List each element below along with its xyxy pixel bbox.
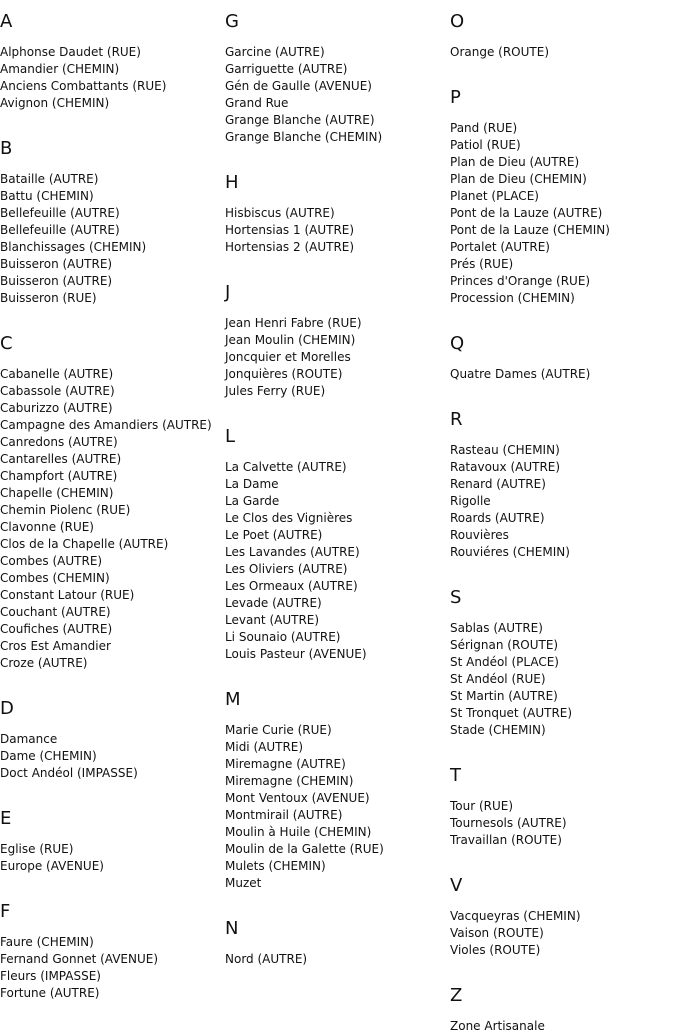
section-letter-heading: N	[225, 918, 239, 939]
letter-section	[450, 332, 675, 383]
street-name: Fortune (AUTRE)	[0, 986, 100, 1000]
street-name: Buisseron (RUE)	[0, 291, 97, 305]
street-name: Buisseron (AUTRE)	[0, 257, 113, 271]
street-list	[225, 44, 450, 146]
street-name: Doct Andéol (IMPASSE)	[0, 766, 138, 780]
street-name: Combes (CHEMIN)	[0, 571, 110, 585]
street-name: Fleurs (IMPASSE)	[0, 969, 101, 983]
letter-section	[0, 900, 225, 1002]
street-name: Les Ormeaux (AUTRE)	[225, 579, 358, 593]
street-list	[225, 315, 450, 400]
street-name: Champfort (AUTRE)	[0, 469, 118, 483]
letter-section	[225, 917, 450, 968]
street-list	[0, 731, 225, 782]
street-name: Vacqueyras (CHEMIN)	[450, 909, 581, 923]
letter-section	[450, 874, 675, 959]
street-list	[450, 1018, 675, 1035]
street-name: Damance	[0, 732, 58, 746]
street-name: St Tronquet (AUTRE)	[450, 706, 573, 720]
street-list	[225, 205, 450, 256]
street-name: Midi (AUTRE)	[225, 740, 304, 754]
street-list	[0, 841, 225, 875]
street-name: Grange Blanche (CHEMIN)	[225, 130, 383, 144]
street-name: Nord (AUTRE)	[225, 952, 308, 966]
street-name: Roards (AUTRE)	[450, 511, 545, 525]
street-name: Dame (CHEMIN)	[0, 749, 97, 763]
street-name: Garriguette (AUTRE)	[225, 62, 348, 76]
street-list	[450, 798, 675, 849]
letter-section	[0, 697, 225, 782]
street-list	[0, 366, 225, 672]
street-name: Stade (CHEMIN)	[450, 723, 546, 737]
letter-section	[0, 332, 225, 672]
street-name: Cabassole (AUTRE)	[0, 384, 115, 398]
street-name: Quatre Dames (AUTRE)	[450, 367, 591, 381]
street-name: Eglise (RUE)	[0, 842, 74, 856]
letter-section	[450, 86, 675, 307]
section-letter-heading: Q	[450, 333, 465, 354]
letter-section	[225, 10, 450, 146]
street-name: Miremagne (CHEMIN)	[225, 774, 354, 788]
section-letter-heading: D	[0, 698, 14, 719]
street-name: Bellefeuille (AUTRE)	[0, 206, 120, 220]
street-name: Bellefeuille (AUTRE)	[0, 223, 120, 237]
street-name: Pont de la Lauze (CHEMIN)	[450, 223, 610, 237]
letter-section	[450, 586, 675, 739]
street-name: La Calvette (AUTRE)	[225, 460, 347, 474]
street-list	[450, 366, 675, 383]
letter-section	[0, 10, 225, 112]
section-letter-heading: T	[450, 765, 461, 786]
section-letter-heading: V	[450, 875, 463, 896]
street-name: Louis Pasteur (AVENUE)	[225, 647, 367, 661]
street-name: Patiol (RUE)	[450, 138, 521, 152]
street-name: Clos de la Chapelle (AUTRE)	[0, 537, 169, 551]
street-name: Montmirail (AUTRE)	[225, 808, 343, 822]
street-name: Rouviéres (CHEMIN)	[450, 545, 570, 559]
street-name: Les Lavandes (AUTRE)	[225, 545, 360, 559]
street-name: Combes (AUTRE)	[0, 554, 103, 568]
street-name: Alphonse Daudet (RUE)	[0, 45, 141, 59]
section-letter-heading: P	[450, 87, 461, 108]
street-name: Avignon (CHEMIN)	[0, 96, 110, 110]
street-name: Sablas (AUTRE)	[450, 621, 543, 635]
section-letter-heading: E	[0, 808, 12, 829]
section-letter-heading: L	[225, 426, 236, 447]
street-name: Travaillan (ROUTE)	[450, 833, 562, 847]
street-list	[225, 722, 450, 892]
street-list	[450, 44, 675, 61]
street-name: St Andéol (PLACE)	[450, 655, 559, 669]
street-name: Mont Ventoux (AVENUE)	[225, 791, 370, 805]
street-name: Mulets (CHEMIN)	[225, 859, 326, 873]
street-name: Tournesols (AUTRE)	[450, 816, 567, 830]
street-name: Chemin Piolenc (RUE)	[0, 503, 131, 517]
street-name: Caburizzo (AUTRE)	[0, 401, 113, 415]
street-name: Gén de Gaulle (AVENUE)	[225, 79, 372, 93]
section-letter-heading: G	[225, 11, 239, 32]
street-name: Jules Ferry (RUE)	[225, 384, 326, 398]
letter-section	[450, 764, 675, 849]
street-name: Miremagne (AUTRE)	[225, 757, 346, 771]
street-name: Prés (RUE)	[450, 257, 514, 271]
street-name: Plan de Dieu (AUTRE)	[450, 155, 580, 169]
street-name: Le Poet (AUTRE)	[225, 528, 323, 542]
street-list	[450, 120, 675, 307]
street-name: Jean Moulin (CHEMIN)	[225, 333, 356, 347]
street-name: Jean Henri Fabre (RUE)	[225, 316, 362, 330]
street-name: Moulin de la Galette (RUE)	[225, 842, 384, 856]
letter-section	[0, 137, 225, 307]
street-name: Cantarelles (AUTRE)	[0, 452, 122, 466]
street-name: Levant (AUTRE)	[225, 613, 320, 627]
street-name: Battu (CHEMIN)	[0, 189, 94, 203]
street-name: Grand Rue	[225, 96, 289, 110]
street-column	[225, 10, 450, 968]
street-list	[450, 620, 675, 739]
street-name: Ratavoux (AUTRE)	[450, 460, 561, 474]
street-name: Orange (ROUTE)	[450, 45, 549, 59]
street-name: Amandier (CHEMIN)	[0, 62, 120, 76]
letter-section	[450, 984, 675, 1035]
street-list	[225, 951, 450, 968]
street-name: Cabanelle (AUTRE)	[0, 367, 114, 381]
street-name: La Garde	[225, 494, 280, 508]
street-name: Vaison (ROUTE)	[450, 926, 544, 940]
section-letter-heading: F	[0, 901, 11, 922]
street-name: Renard (AUTRE)	[450, 477, 546, 491]
street-name: Marie Curie (RUE)	[225, 723, 332, 737]
street-name: Levade (AUTRE)	[225, 596, 322, 610]
street-name: Couchant (AUTRE)	[0, 605, 111, 619]
street-name: Constant Latour (RUE)	[0, 588, 135, 602]
street-name: Europe (AVENUE)	[0, 859, 104, 873]
street-name: Fernand Gonnet (AVENUE)	[0, 952, 159, 966]
section-letter-heading: S	[450, 587, 462, 608]
street-name: Pont de la Lauze (AUTRE)	[450, 206, 603, 220]
street-name: St Andéol (RUE)	[450, 672, 546, 686]
street-list	[225, 459, 450, 663]
street-name: Clavonne (RUE)	[0, 520, 94, 534]
section-letter-heading: J	[225, 282, 231, 303]
street-name: Li Sounaio (AUTRE)	[225, 630, 341, 644]
street-name: Faure (CHEMIN)	[0, 935, 94, 949]
section-letter-heading: M	[225, 689, 241, 710]
letter-section	[450, 408, 675, 561]
street-name: Les Oliviers (AUTRE)	[225, 562, 348, 576]
street-name: Hisbiscus (AUTRE)	[225, 206, 335, 220]
street-name: Princes d'Orange (RUE)	[450, 274, 591, 288]
street-name: St Martin (AUTRE)	[450, 689, 558, 703]
street-name: Cros Est Amandier	[0, 639, 111, 653]
letter-section	[450, 10, 675, 61]
letter-section	[225, 688, 450, 892]
section-letter-heading: Z	[450, 985, 463, 1006]
street-name: Grange Blanche (AUTRE)	[225, 113, 375, 127]
section-letter-heading: O	[450, 11, 465, 32]
street-list	[450, 442, 675, 561]
street-name: Joncquier et Morelles	[225, 350, 351, 364]
street-name: Pand (RUE)	[450, 121, 518, 135]
section-letter-heading: H	[225, 172, 239, 193]
street-name: Chapelle (CHEMIN)	[0, 486, 114, 500]
street-name: Planet (PLACE)	[450, 189, 539, 203]
street-name: Anciens Combattants (RUE)	[0, 79, 167, 93]
street-column	[450, 10, 675, 1035]
section-letter-heading: B	[0, 138, 13, 159]
letter-section	[225, 281, 450, 400]
street-list	[450, 908, 675, 959]
street-name: Blanchissages (CHEMIN)	[0, 240, 147, 254]
street-name: Hortensias 2 (AUTRE)	[225, 240, 355, 254]
street-name: Rigolle	[450, 494, 491, 508]
street-name: Plan de Dieu (CHEMIN)	[450, 172, 587, 186]
street-name: Garcine (AUTRE)	[225, 45, 325, 59]
letter-section	[225, 425, 450, 663]
street-name: Buisseron (AUTRE)	[0, 274, 113, 288]
street-name: Portalet (AUTRE)	[450, 240, 550, 254]
street-list	[0, 171, 225, 307]
street-name: Hortensias 1 (AUTRE)	[225, 223, 355, 237]
street-name: Zone Artisanale	[450, 1019, 545, 1033]
street-name: Muzet	[225, 876, 262, 890]
street-name: Moulin à Huile (CHEMIN)	[225, 825, 372, 839]
section-letter-heading: A	[0, 11, 13, 32]
letter-section	[0, 807, 225, 875]
street-name: Jonquières (ROUTE)	[225, 367, 343, 381]
street-name: Violes (ROUTE)	[450, 943, 541, 957]
street-name: Tour (RUE)	[450, 799, 514, 813]
letter-section	[225, 171, 450, 256]
street-name: Sérignan (ROUTE)	[450, 638, 559, 652]
street-name: Le Clos des Vignières	[225, 511, 353, 525]
street-name: Rouvières	[450, 528, 509, 542]
street-name: Bataille (AUTRE)	[0, 172, 99, 186]
street-name: Croze (AUTRE)	[0, 656, 88, 670]
section-letter-heading: C	[0, 333, 13, 354]
street-name: La Dame	[225, 477, 279, 491]
street-list	[0, 44, 225, 112]
section-letter-heading: R	[450, 409, 463, 430]
street-name: Campagne des Amandiers (AUTRE)	[0, 418, 212, 432]
street-column	[0, 10, 225, 1002]
street-list	[0, 934, 225, 1002]
street-name: Canredons (AUTRE)	[0, 435, 118, 449]
street-name: Procession (CHEMIN)	[450, 291, 575, 305]
street-name: Coufiches (AUTRE)	[0, 622, 113, 636]
street-name: Rasteau (CHEMIN)	[450, 443, 560, 457]
